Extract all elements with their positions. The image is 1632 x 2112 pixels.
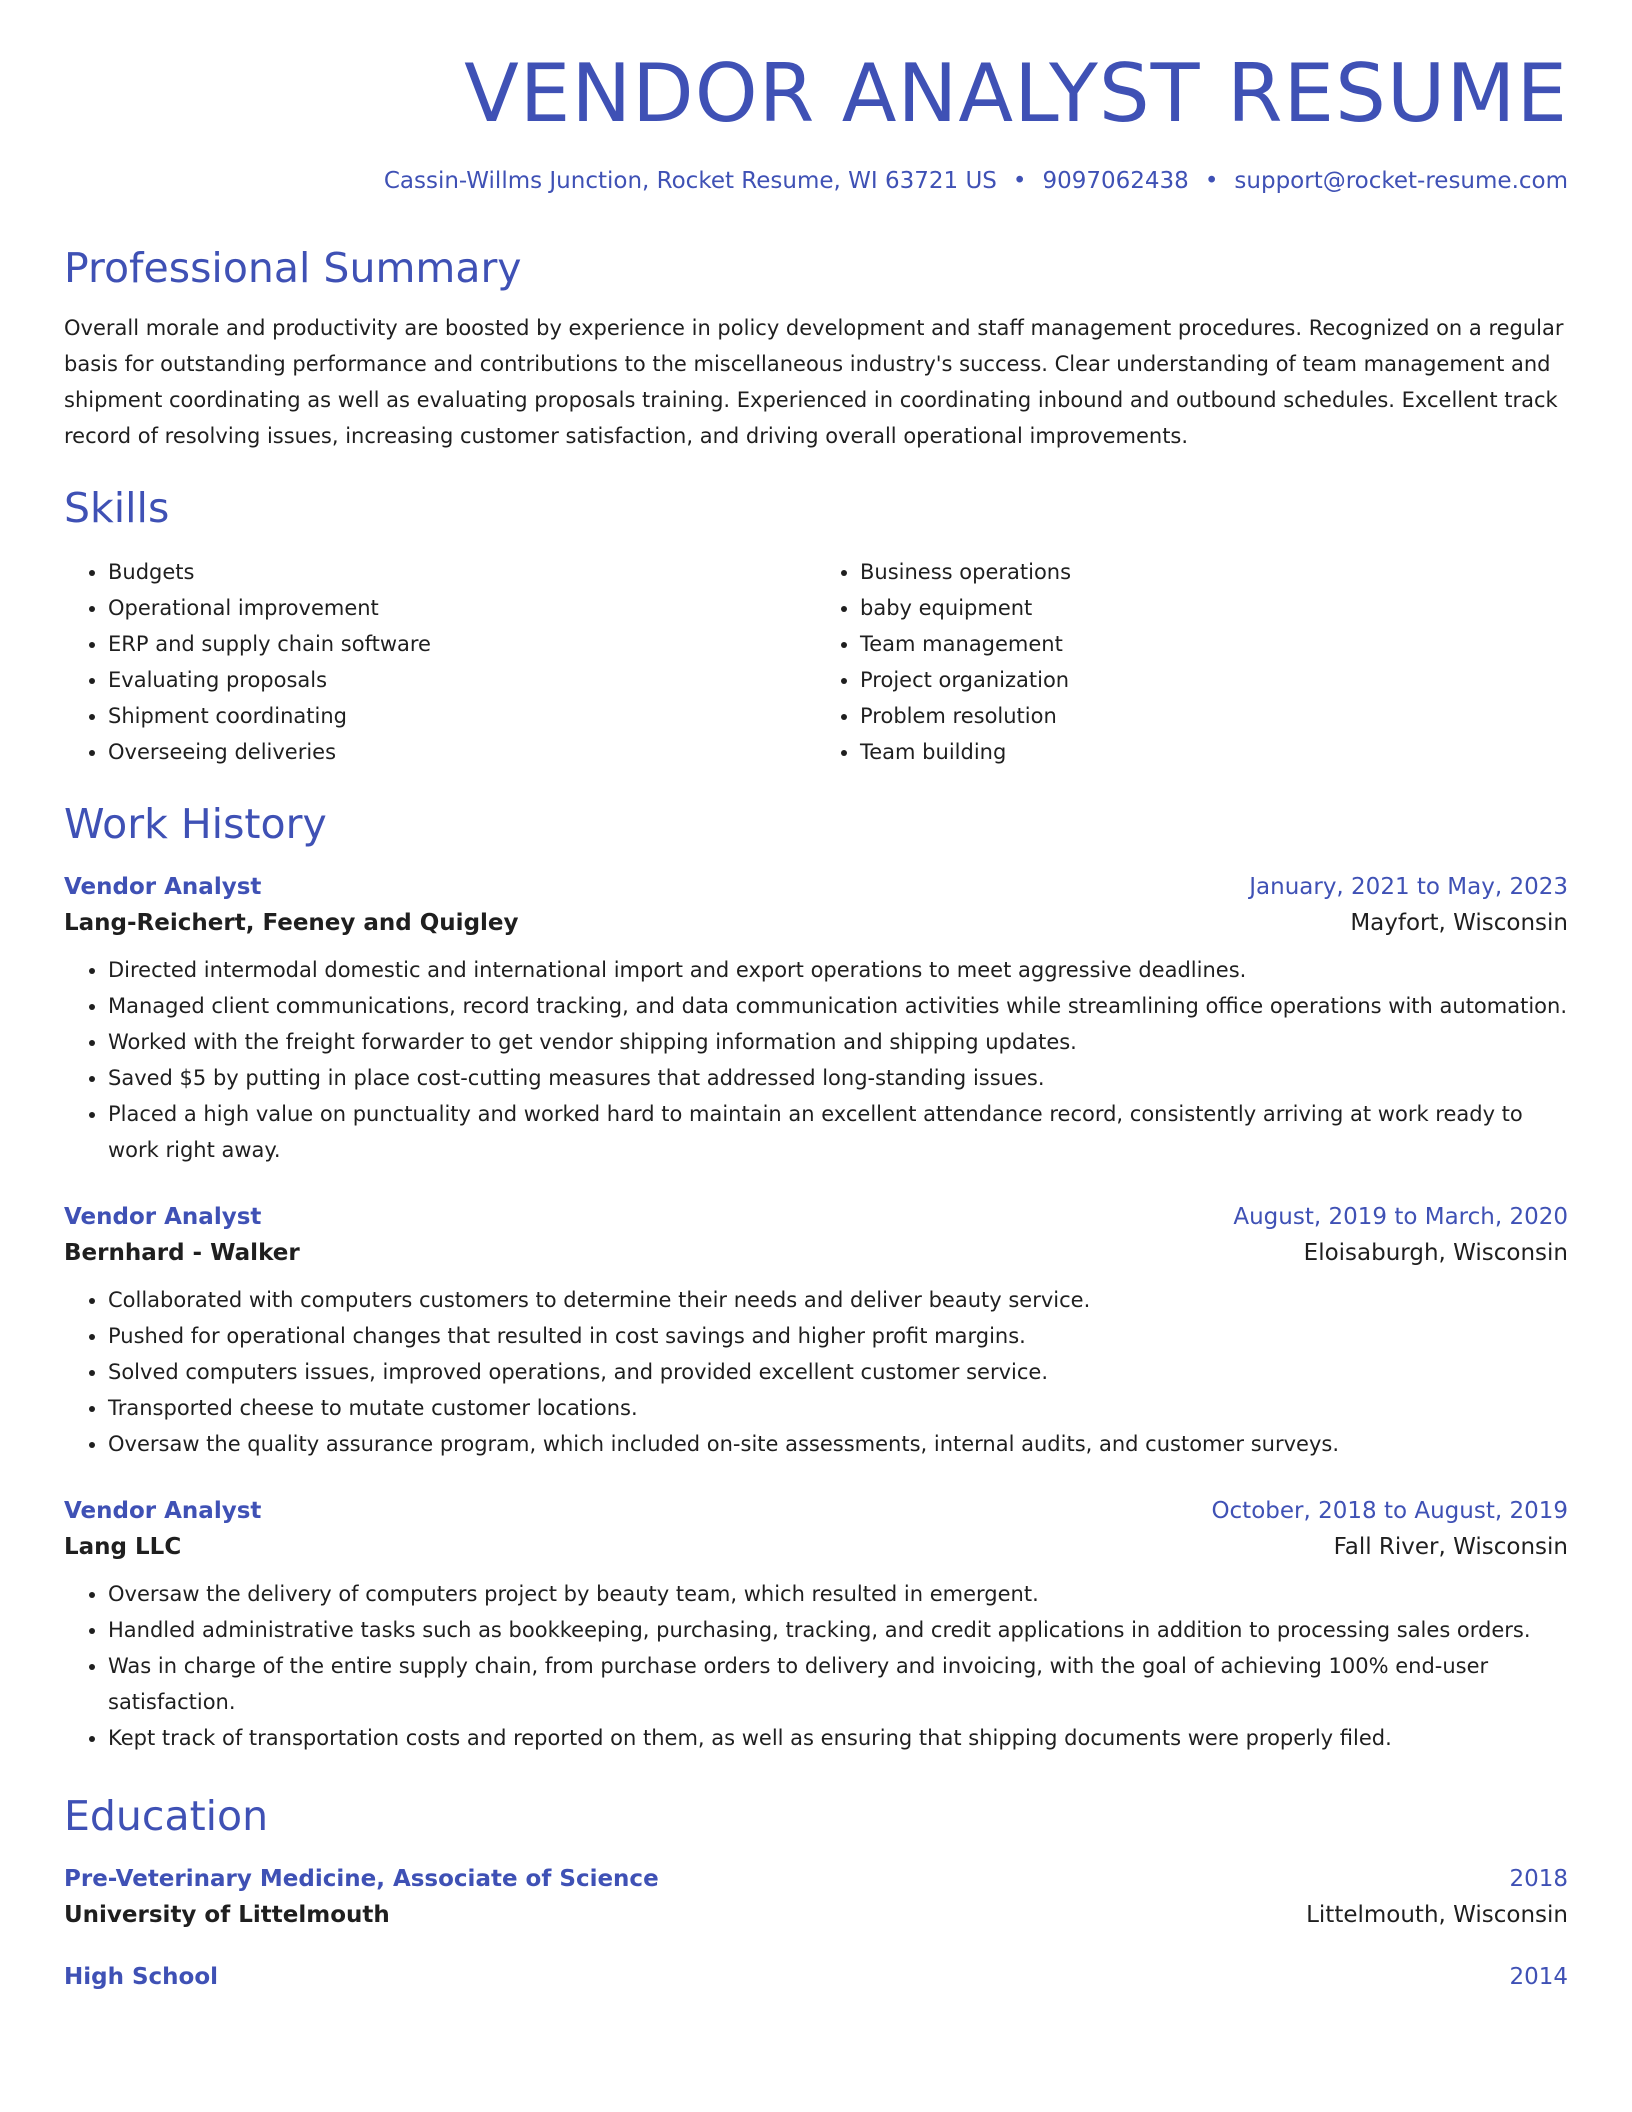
summary-heading: Professional Summary [64,244,522,292]
education-entry [64,1964,1568,1990]
skill-item: • Business operations [860,554,1568,590]
job-bullet: • Directed intermodal domestic and international import and export operations to meet aggressive deadlines. [108,952,1568,988]
job-bullet: • Collaborated with computers customers to determine their needs and deliver beauty service. [108,1282,1568,1318]
skill-item: • Evaluating proposals [108,662,816,698]
contact-email: support@rocket-resume.com [1234,168,1568,194]
contact-separator: • [1012,168,1027,194]
job-bullet: • Solved computers issues, improved operations, and provided excellent customer service. [108,1354,1568,1390]
job-title: Vendor Analyst [64,874,262,900]
skills-list-right [816,554,1568,770]
skills-grid [64,554,1568,770]
job-title: Vendor Analyst [64,1204,262,1230]
job-entry [64,1498,1568,1756]
skill-item: • baby equipment [860,590,1568,626]
job-entry [64,874,1568,1168]
skill-item: • Operational improvement [108,590,816,626]
education-entry [64,1866,1568,1928]
education-heading: Education [64,1792,269,1840]
job-employer-row [64,1524,1568,1560]
contact-phone: 9097062438 [1042,168,1189,194]
job-dates: August, 2019 to March, 2020 [1233,1204,1568,1230]
job-employer: Bernhard - Walker [64,1240,300,1266]
job-dates: January, 2021 to May, 2023 [1249,874,1568,900]
job-employer-row [64,1230,1568,1266]
job-employer: Lang-Reichert, Feeney and Quigley [64,910,519,936]
skill-item: • Team management [860,626,1568,662]
job-header-row [64,874,1568,900]
contact-line [64,168,1568,194]
job-location: Mayfort, Wisconsin [1350,910,1568,936]
skills-heading: Skills [64,484,170,532]
education-year: 2018 [1509,1866,1568,1892]
education-header-row [64,1964,1568,1990]
resume-title: VENDOR ANALYST RESUME [464,47,1568,140]
education-location: Littelmouth, Wisconsin [1306,1902,1568,1928]
education-degree: High School [64,1964,219,1990]
job-bullets [64,952,1568,1168]
job-bullets [64,1282,1568,1462]
job-bullet: • Handled administrative tasks such as bookkeeping, purchasing, tracking, and credit applications in addition to processing sales orders. [108,1612,1568,1648]
job-employer-row [64,900,1568,936]
skill-item: • Project organization [860,662,1568,698]
skill-item: • Team building [860,734,1568,770]
job-dates: October, 2018 to August, 2019 [1211,1498,1568,1524]
job-entry [64,1204,1568,1462]
job-bullet: • Saved $5 by putting in place cost-cutting measures that addressed long-standing issues. [108,1060,1568,1096]
job-header-row [64,1498,1568,1524]
job-bullet: • Kept track of transportation costs and reported on them, as well as ensuring that shipping documents were properly filed. [108,1720,1568,1756]
skill-item: • Shipment coordinating [108,698,816,734]
skill-item: • Budgets [108,554,816,590]
skills-list-left [64,554,816,770]
contact-address: Cassin-Willms Junction, Rocket Resume, WI 63721 US [383,168,997,194]
job-employer: Lang LLC [64,1534,182,1560]
education-degree: Pre-Veterinary Medicine, Associate of Science [64,1866,659,1892]
job-bullet: • Pushed for operational changes that resulted in cost savings and higher profit margins. [108,1318,1568,1354]
job-bullet: • Transported cheese to mutate customer locations. [108,1390,1568,1426]
job-bullet: • Managed client communications, record tracking, and data communication activities while streamlining office operations with automation. [108,988,1568,1024]
skill-item: • Problem resolution [860,698,1568,734]
education-header-row [64,1866,1568,1892]
job-location: Eloisaburgh, Wisconsin [1303,1240,1568,1266]
skill-item: • ERP and supply chain software [108,626,816,662]
job-bullet: • Placed a high value on punctuality and worked hard to maintain an excellent attendance record, consistently arriving at work ready to work right away. [108,1096,1568,1168]
job-location: Fall River, Wisconsin [1333,1534,1568,1560]
summary-text: Overall morale and productivity are boosted by experience in policy development and staff management procedures. Recognized on a regular basis for outstanding performance and contributions to the miscellaneous industry's success. Clear understanding of team management and shipment coordinating as well as evaluating proposals training. Experienced in coordinating inbound and outbound schedules. Excellent track record of resolving issues, increasing customer satisfaction, and driving overall operational improvements. [64,316,1564,448]
job-bullet: • Oversaw the delivery of computers project by beauty team, which resulted in emergent. [108,1576,1568,1612]
job-bullet: • Worked with the freight forwarder to get vendor shipping information and shipping updates. [108,1024,1568,1060]
job-bullet: • Oversaw the quality assurance program, which included on-site assessments, internal audits, and customer surveys. [108,1426,1568,1462]
job-title: Vendor Analyst [64,1498,262,1524]
job-bullets [64,1576,1568,1756]
education-school: University of Littelmouth [64,1902,390,1928]
skill-item: • Overseeing deliveries [108,734,816,770]
job-header-row [64,1204,1568,1230]
contact-separator: • [1204,168,1219,194]
education-year: 2014 [1509,1964,1568,1990]
job-bullet: • Was in charge of the entire supply chain, from purchase orders to delivery and invoicing, with the goal of achieving 100% end-user satisfaction. [108,1648,1568,1720]
work-history-heading: Work History [64,800,327,848]
education-school-row [64,1892,1568,1928]
